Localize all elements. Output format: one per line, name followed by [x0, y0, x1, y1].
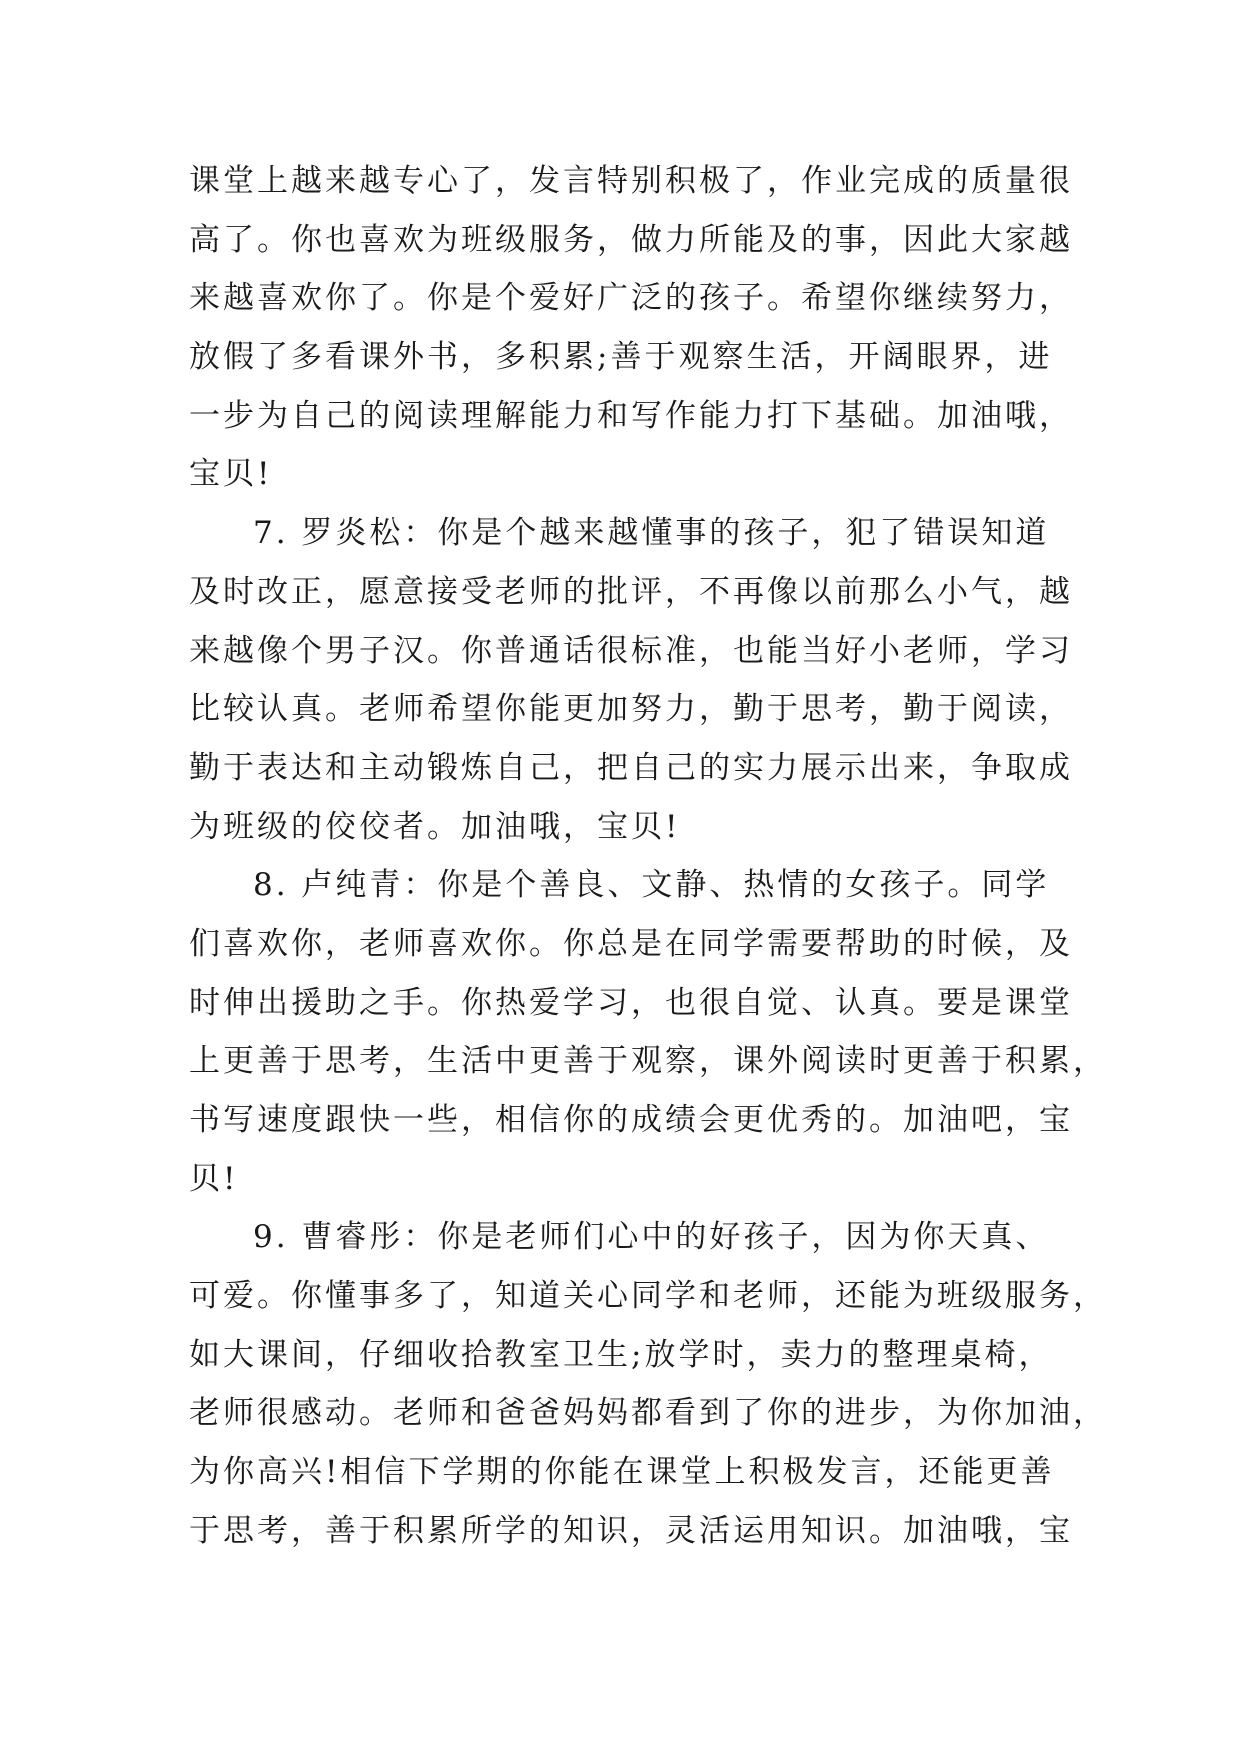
text-line: 宝贝!	[189, 456, 273, 493]
paragraph-start-line: 8. 卢纯青：你是个善良、文静、热情的女孩子。同学	[253, 867, 1050, 904]
paragraph-start-line: 7. 罗炎松：你是个越来越懂事的孩子，犯了错误知道	[253, 515, 1050, 552]
text-line: 比较认真。老师希望你能更加努力，勤于思考，勤于阅读，	[189, 691, 1073, 728]
text-line: 来越像个男子汉。你普通话很标准，也能当好小老师，学习	[189, 632, 1073, 669]
text-line: 书写速度跟快一些，相信你的成绩会更优秀的。加油吧，宝	[189, 1102, 1073, 1138]
text-line: 来越喜欢你了。你是个爱好广泛的孩子。希望你继续努力，	[189, 280, 1073, 317]
text-line: 及时改正，愿意接受老师的批评，不再像以前那么小气，越	[189, 573, 1073, 610]
text-line: 高了。你也喜欢为班级服务，做力所能及的事，因此大家越	[189, 221, 1073, 258]
text-line: 如大课间，仔细收拾教室卫生;放学时，卖力的整理桌椅，	[189, 1336, 1053, 1373]
text-line: 时伸出援助之手。你热爱学习，也很自觉、认真。要是课堂	[189, 984, 1073, 1021]
text-line: 一步为自己的阅读理解能力和写作能力打下基础。加油哦，	[189, 397, 1073, 434]
text-line: 上更善于思考，生活中更善于观察，课外阅读时更善于积累，	[189, 1043, 1107, 1080]
text-line: 可爱。你懂事多了，知道关心同学和老师，还能为班级服务，	[189, 1278, 1107, 1315]
text-line: 贝!	[189, 1160, 239, 1197]
text-line: 老师很感动。老师和爸爸妈妈都看到了你的进步，为你加油，	[189, 1395, 1107, 1432]
text-line: 勤于表达和主动锻炼自己，把自己的实力展示出来，争取成	[189, 749, 1073, 786]
document-body	[189, 152, 1107, 1561]
text-line: 课堂上越来越专心了，发言特别积极了，作业完成的质量很	[189, 163, 1073, 199]
text-line: 为你高兴!相信下学期的你能在课堂上积极发言，还能更善	[189, 1454, 1055, 1491]
text-line: 们喜欢你，老师喜欢你。你总是在同学需要帮助的时候，及	[189, 925, 1073, 962]
paragraph-start-line: 9. 曹睿彤：你是老师们心中的好孩子，因为你天真、	[253, 1219, 1050, 1256]
text-line: 于思考，善于积累所学的知识，灵活运用知识。加油哦，宝	[189, 1512, 1073, 1549]
text-line: 为班级的佼佼者。加油哦，宝贝!	[189, 808, 681, 845]
text-line: 放假了多看课外书，多积累;善于观察生活，开阔眼界，进	[189, 339, 1053, 376]
